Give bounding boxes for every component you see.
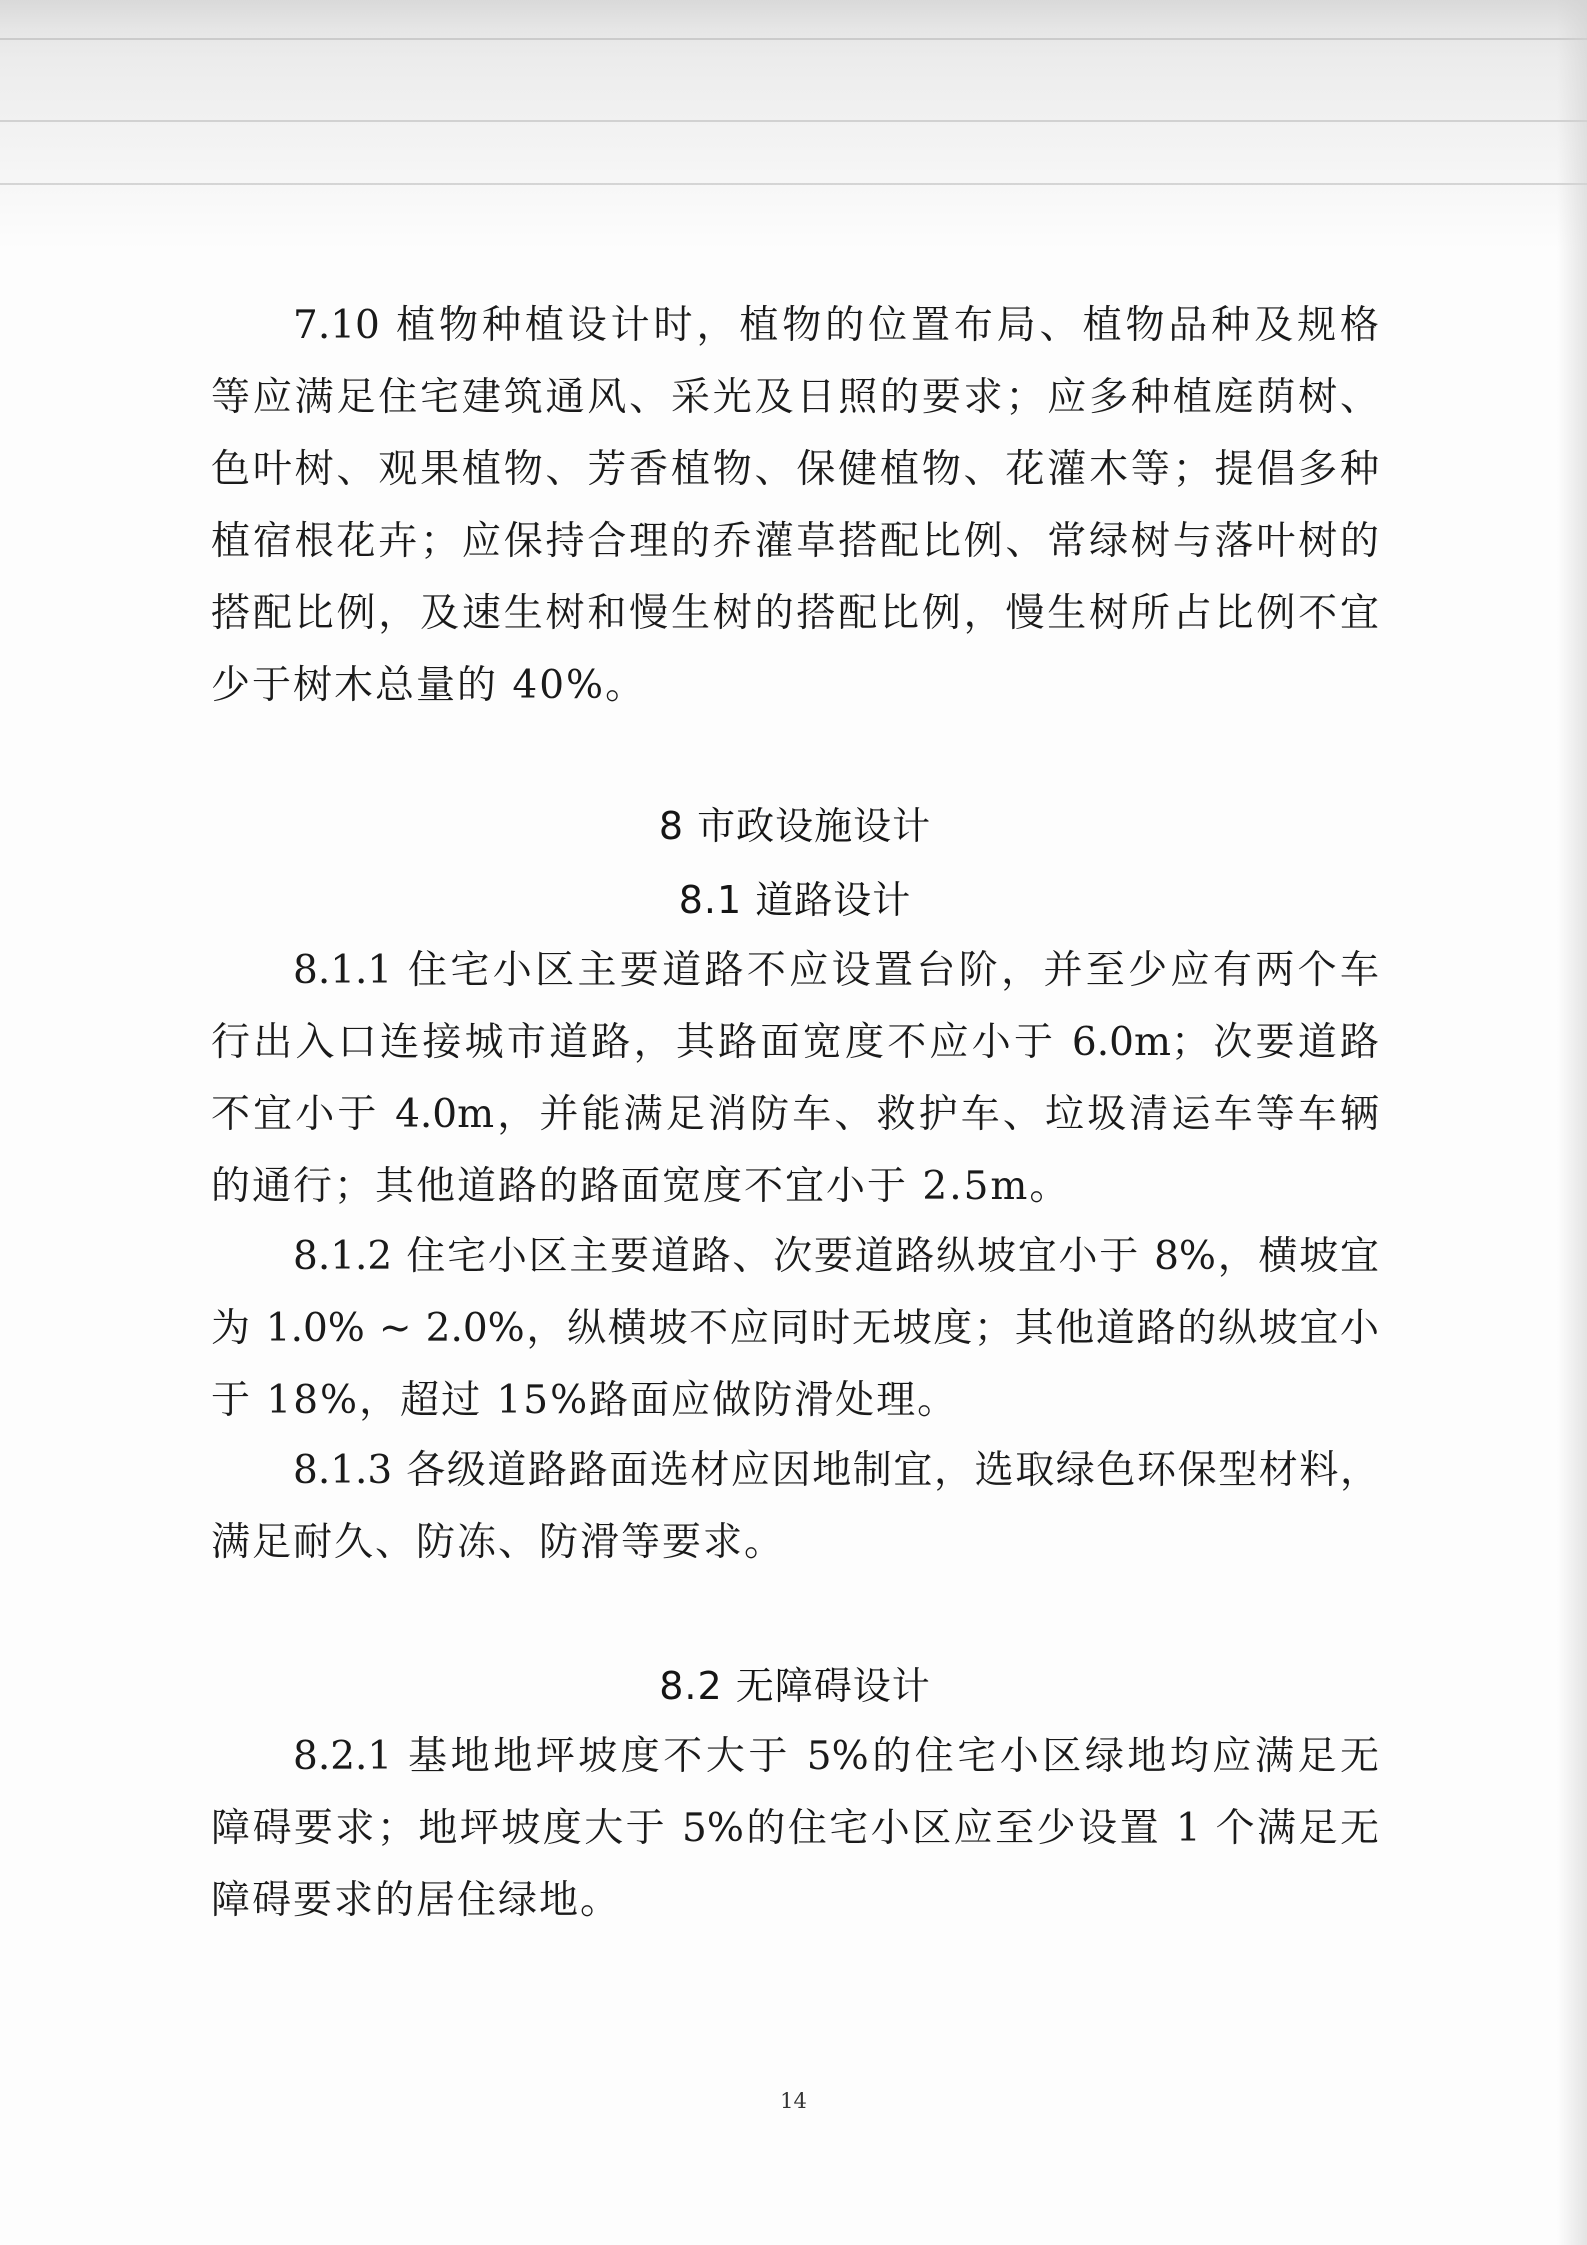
paragraph-line: 的通行；其他道路的路面宽度不宜小于 2.5m。 xyxy=(211,1164,1071,1209)
paragraph-line: 行出入口连接城市道路，其路面宽度不应小于 6.0m；次要道路 xyxy=(211,1020,1379,1065)
paragraph-line: 色叶树、观果植物、芳香植物、保健植物、花灌木等；提倡多种 xyxy=(211,447,1379,492)
page-number: 14 xyxy=(780,2089,807,2113)
paragraph-8-1-3 xyxy=(211,1435,1379,1579)
paragraph-line: 少于树木总量的 40%。 xyxy=(211,663,647,708)
chapter-heading-8: 8 市政设施设计 xyxy=(658,804,932,848)
paragraph-line: 植宿根花卉；应保持合理的乔灌草搭配比例、常绿树与落叶树的 xyxy=(211,519,1379,564)
scan-artifact-line xyxy=(0,183,1587,185)
paragraph-line: 7.10 植物种植设计时，植物的位置布局、植物品种及规格 xyxy=(293,303,1379,348)
paragraph-line: 8.1.2 住宅小区主要道路、次要道路纵坡宜小于 8%，横坡宜 xyxy=(293,1234,1379,1279)
paragraph-8-1-1 xyxy=(211,935,1379,1223)
paragraph-line: 搭配比例，及速生树和慢生树的搭配比例，慢生树所占比例不宜 xyxy=(211,591,1379,636)
scan-artifact-line xyxy=(0,38,1587,40)
paragraph-line: 为 1.0% ~ 2.0%，纵横坡不应同时无坡度；其他道路的纵坡宜小 xyxy=(211,1306,1379,1351)
scan-shadow-right xyxy=(1557,0,1587,2245)
paragraph-7-10 xyxy=(211,290,1379,722)
paragraph-line: 8.1.3 各级道路路面选材应因地制宜，选取绿色环保型材料， xyxy=(293,1448,1379,1493)
paragraph-line: 满足耐久、防冻、防滑等要求。 xyxy=(211,1520,786,1565)
paragraph-line: 8.1.1 住宅小区主要道路不应设置台阶，并至少应有两个车 xyxy=(293,948,1379,993)
paragraph-8-1-2 xyxy=(211,1221,1379,1437)
section-heading-8-2: 8.2 无障碍设计 xyxy=(659,1664,931,1708)
paragraph-line: 障碍要求；地坪坡度大于 5%的住宅小区应至少设置 1 个满足无 xyxy=(211,1806,1379,1851)
paragraph-line: 等应满足住宅建筑通风、采光及日照的要求；应多种植庭荫树、 xyxy=(211,375,1379,420)
paragraph-line: 不宜小于 4.0m，并能满足消防车、救护车、垃圾清运车等车辆 xyxy=(211,1092,1379,1137)
paragraph-line: 障碍要求的居住绿地。 xyxy=(211,1878,622,1923)
scan-artifact-line xyxy=(0,120,1587,122)
paragraph-line: 8.2.1 基地地坪坡度不大于 5%的住宅小区绿地均应满足无 xyxy=(293,1734,1379,1779)
paragraph-8-2-1 xyxy=(211,1721,1379,1937)
paragraph-line: 于 18%，超过 15%路面应做防滑处理。 xyxy=(211,1378,959,1423)
section-heading-8-1: 8.1 道路设计 xyxy=(678,878,912,922)
